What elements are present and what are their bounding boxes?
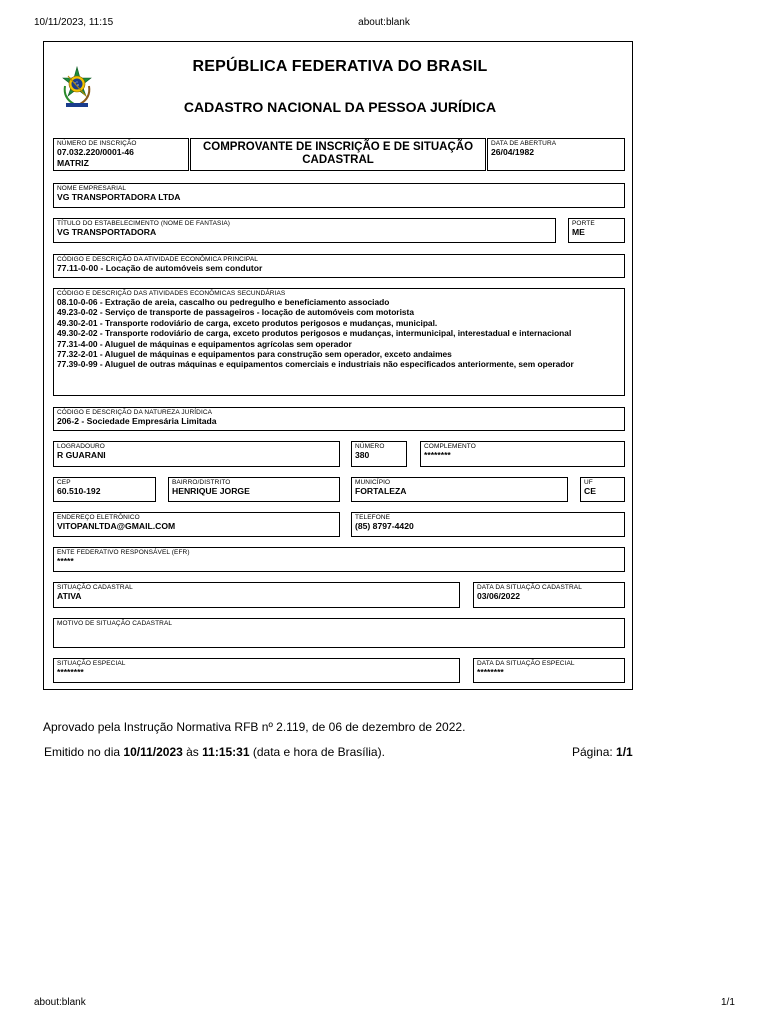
print-footer-page: 1/1 (721, 997, 735, 1008)
municipio-value: FORTALEZA (355, 486, 407, 496)
matriz-value: MATRIZ (57, 157, 89, 168)
field-label: TELEFONE (355, 514, 391, 521)
emission-date: 10/11/2023 (123, 745, 183, 759)
email-box (53, 512, 340, 537)
porte-value: ME (572, 227, 585, 237)
porte-box (568, 218, 625, 243)
field-label: DATA DA SITUAÇÃO ESPECIAL (477, 660, 575, 667)
field-label: NÚMERO DE INSCRIÇÃO (57, 140, 137, 147)
efr-box (53, 547, 625, 572)
field-label: ENDEREÇO ELETRÔNICO (57, 514, 140, 521)
numero-box (351, 441, 407, 467)
situacao-especial-value: ******** (57, 667, 84, 677)
list-item: 77.31-4-00 - Aluguel de máquinas e equipamentos agrícolas sem operador (57, 338, 352, 349)
atividades-secundarias-list (57, 297, 621, 370)
numero-inscricao-box (53, 138, 189, 171)
data-situacao-cadastral-box (473, 582, 625, 608)
field-label: BAIRRO/DISTRITO (172, 479, 231, 486)
print-page-title: about:blank (358, 17, 410, 28)
comprovante-box (190, 138, 486, 171)
data-abertura-value: 26/04/1982 (491, 147, 535, 157)
bairro-value: HENRIQUE JORGE (172, 486, 250, 496)
field-label: CEP (57, 479, 71, 486)
complemento-box (420, 441, 625, 467)
emission-suffix: (data e hora de Brasília). (249, 745, 385, 759)
natureza-juridica-value: 206-2 - Sociedade Empresária Limitada (57, 416, 217, 426)
field-label: CÓDIGO E DESCRIÇÃO DA ATIVIDADE ECONÔMICA PRINCIPAL (57, 256, 258, 263)
efr-value: ***** (57, 556, 74, 566)
field-label: MUNICÍPIO (355, 479, 391, 486)
field-label: SITUAÇÃO CADASTRAL (57, 584, 133, 591)
emission-mid: às (182, 745, 203, 759)
republic-title: REPÚBLICA FEDERATIVA DO BRASIL (192, 58, 488, 75)
complemento-value: ******** (424, 450, 451, 460)
print-footer-url: about:blank (34, 997, 86, 1008)
uf-value: CE (584, 486, 596, 496)
data-situacao-cadastral-value: 03/06/2022 (477, 591, 521, 601)
atividades-secundarias-box (53, 288, 625, 396)
titulo-estabelecimento-value: VG TRANSPORTADORA (57, 227, 157, 237)
email-value: VITOPANLTDA@GMAIL.COM (57, 521, 176, 531)
telefone-value: (85) 8797-4420 (355, 521, 414, 531)
list-item: 77.39-0-99 - Aluguel de outras máquinas e equipamentos comerciais e industriais não especificados anteriormente, sem operador (57, 359, 574, 370)
field-label: PORTE (572, 220, 595, 227)
page-label: Página: (572, 745, 617, 759)
cep-value: 60.510-192 (57, 486, 101, 496)
situacao-cadastral-value: ATIVA (57, 591, 82, 601)
print-datetime: 10/11/2023, 11:15 (34, 17, 114, 28)
cep-box (53, 477, 156, 502)
field-label: CÓDIGO E DESCRIÇÃO DA NATUREZA JURÍDICA (57, 409, 213, 416)
comprovante-title: COMPROVANTE DE INSCRIÇÃO E DE SITUAÇÃO CADASTRAL (202, 141, 474, 166)
logradouro-box (53, 441, 340, 467)
numero-inscricao-value: 07.032.220/0001-46 (57, 147, 134, 157)
emission-note (44, 745, 385, 759)
field-label: TÍTULO DO ESTABELECIMENTO (NOME DE FANTASIA) (57, 220, 231, 227)
list-item: 77.32-2-01 - Aluguel de máquinas e equipamentos para construção sem operador, exceto andaimes (57, 349, 452, 360)
nome-empresarial-box (53, 183, 625, 208)
data-abertura-box (487, 138, 625, 171)
bairro-box (168, 477, 340, 502)
field-label: SITUAÇÃO ESPECIAL (57, 660, 126, 667)
field-label: UF (584, 479, 593, 486)
municipio-box (351, 477, 568, 502)
emission-time: 11:15:31 (202, 745, 250, 759)
natureza-juridica-box (53, 407, 625, 431)
brazil-coat-of-arms-icon (60, 66, 94, 112)
field-label: COMPLEMENTO (424, 443, 476, 450)
field-label: NÚMERO (355, 443, 385, 450)
list-item: 08.10-0-06 - Extração de areia, cascalho ou pedregulho e beneficiamento associado (57, 297, 390, 307)
uf-box (580, 477, 625, 502)
registry-title: CADASTRO NACIONAL DA PESSOA JURÍDICA (183, 99, 497, 115)
approval-note: Aprovado pela Instrução Normativa RFB nº 2.119, de 06 de dezembro de 2022. (43, 720, 466, 734)
field-label: NOME EMPRESARIAL (57, 185, 127, 192)
page-number (572, 745, 633, 759)
situacao-cadastral-box (53, 582, 460, 608)
telefone-box (351, 512, 625, 537)
list-item: 49.30-2-01 - Transporte rodoviário de carga, exceto produtos perigosos e mudanças, municipal. (57, 317, 438, 328)
field-label: DATA DA SITUAÇÃO CADASTRAL (477, 584, 582, 591)
atividade-principal-value: 77.11-0-00 - Locação de automóveis sem condutor (57, 263, 263, 273)
field-label: DATA DE ABERTURA (491, 140, 557, 147)
nome-empresarial-value: VG TRANSPORTADORA LTDA (57, 192, 181, 202)
field-label: CÓDIGO E DESCRIÇÃO DAS ATIVIDADES ECONÔMICAS SECUNDÁRIAS (57, 290, 286, 297)
situacao-especial-box (53, 658, 460, 683)
data-situacao-especial-box (473, 658, 625, 683)
emission-prefix: Emitido no dia (44, 745, 124, 759)
motivo-situacao-box (53, 618, 625, 648)
field-label: ENTE FEDERATIVO RESPONSÁVEL (EFR) (57, 549, 190, 556)
data-situacao-especial-value: ******** (477, 667, 504, 677)
numero-value: 380 (355, 450, 370, 460)
list-item: 49.23-0-02 - Serviço de transporte de passageiros - locação de automóveis com motorista (57, 307, 414, 318)
logradouro-value: R GUARANI (57, 450, 106, 460)
titulo-estabelecimento-box (53, 218, 556, 243)
field-label: LOGRADOURO (57, 443, 105, 450)
list-item: 49.30-2-02 - Transporte rodoviário de carga, exceto produtos perigosos e mudanças, intermunicipal, interestadual e internacional (57, 328, 572, 339)
page-value: 1/1 (616, 745, 633, 759)
atividade-principal-box (53, 254, 625, 278)
field-label: MOTIVO DE SITUAÇÃO CADASTRAL (57, 620, 173, 627)
